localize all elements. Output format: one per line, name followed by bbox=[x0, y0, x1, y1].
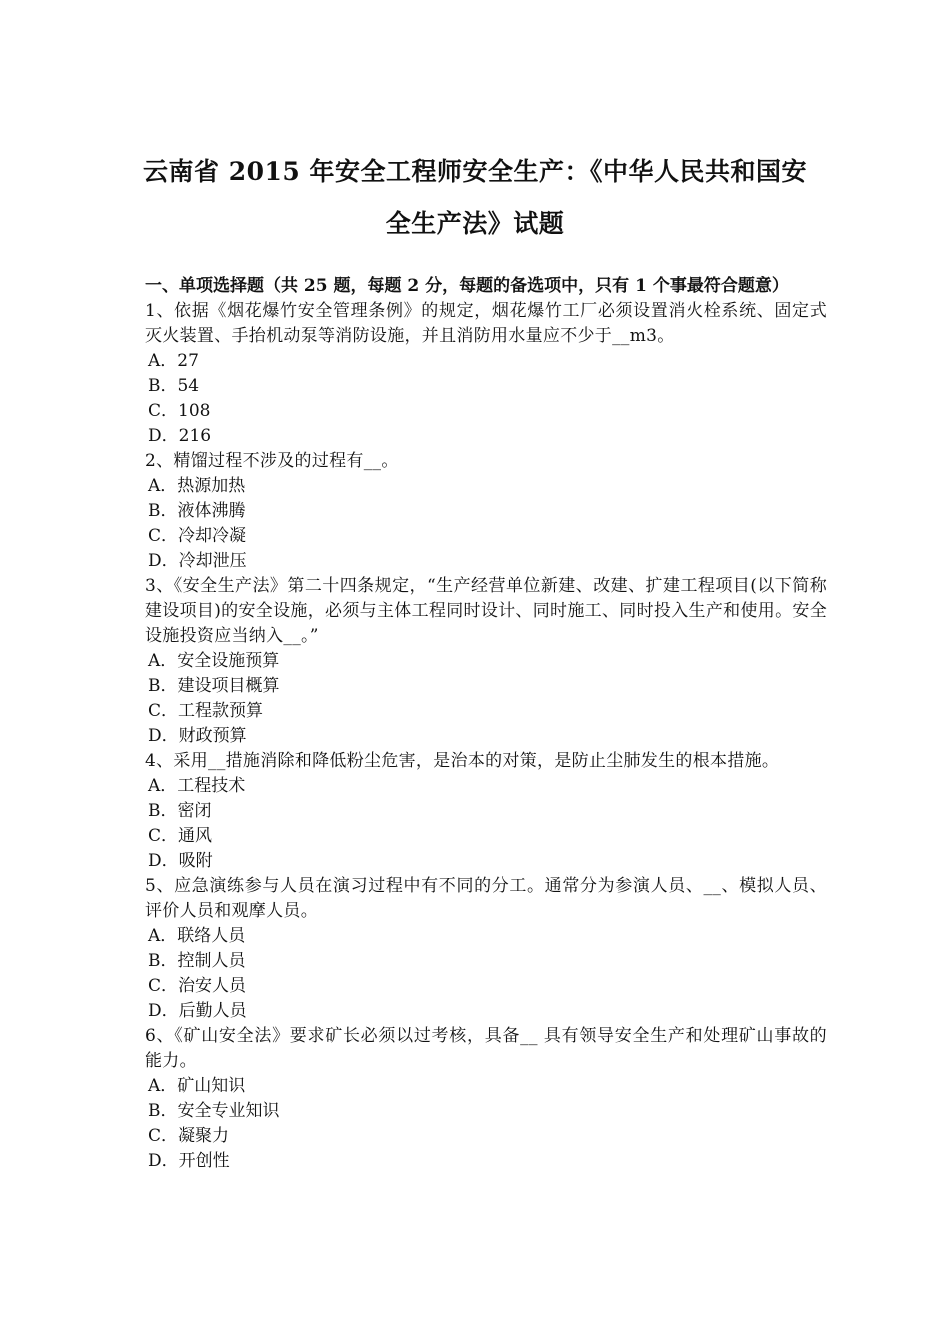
option-c: C．凝聚力 bbox=[148, 1126, 230, 1146]
question-stem: 5、应急演练参与人员在演习过程中有不同的分工。通常分为参演人员、__、模拟人员、评价人员和观摩人员。 bbox=[145, 876, 827, 921]
option-b: B．控制人员 bbox=[148, 951, 246, 971]
question-5 bbox=[145, 874, 827, 1024]
option-b: B．建设项目概算 bbox=[148, 676, 280, 696]
option-a: A．安全设施预算 bbox=[148, 651, 280, 671]
section-heading: 一、单项选择题（共 25 题，每题 2 分，每题的备选项中，只有 1 个事最符合题意） bbox=[145, 276, 789, 296]
option-b: B．54 bbox=[148, 376, 200, 396]
question-2 bbox=[145, 449, 827, 574]
option-d: D．吸附 bbox=[148, 851, 213, 871]
option-c: C．通风 bbox=[148, 826, 213, 846]
option-a: A．27 bbox=[148, 351, 199, 371]
option-b: B．液体沸腾 bbox=[148, 501, 246, 521]
question-4 bbox=[145, 749, 827, 874]
option-d: D．财政预算 bbox=[148, 726, 247, 746]
option-c: C．冷却冷凝 bbox=[148, 526, 247, 546]
option-d: D．开创性 bbox=[148, 1151, 230, 1171]
question-stem: 3、《安全生产法》第二十四条规定，“生产经营单位新建、改建、扩建工程项目(以下简称建设项目)的安全设施，必须与主体工程同时设计、同时施工、同时投入生产和使用。安全设施投资应当纳入__。” bbox=[145, 576, 827, 646]
option-a: A．热源加热 bbox=[148, 476, 246, 496]
question-3 bbox=[145, 574, 827, 749]
document-body bbox=[145, 274, 827, 1174]
option-b: B．安全专业知识 bbox=[148, 1101, 280, 1121]
option-a: A．联络人员 bbox=[148, 926, 246, 946]
option-a: A．矿山知识 bbox=[148, 1076, 246, 1096]
option-d: D．216 bbox=[148, 426, 212, 446]
question-stem: 1、依据《烟花爆竹安全管理条例》的规定，烟花爆竹工厂必须设置消火栓系统、固定式灭火装置、手抬机动泵等消防设施，并且消防用水量应不少于__m3。 bbox=[145, 301, 827, 346]
option-a: A．工程技术 bbox=[148, 776, 246, 796]
option-c: C．108 bbox=[148, 401, 211, 421]
question-stem: 6、《矿山安全法》要求矿长必须以过考核，具备__ 具有领导安全生产和处理矿山事故的能力。 bbox=[145, 1026, 827, 1071]
question-1 bbox=[145, 299, 827, 449]
document-title-line-2: 全生产法》试题 bbox=[385, 209, 565, 238]
question-stem: 4、采用__措施消除和降低粉尘危害，是治本的对策，是防止尘肺发生的根本措施。 bbox=[145, 751, 780, 771]
question-6 bbox=[145, 1024, 827, 1174]
document-title-line-1: 云南省 2015 年安全工程师安全生产：《中华人民共和国安 bbox=[143, 157, 807, 186]
question-stem: 2、精馏过程不涉及的过程有__。 bbox=[145, 451, 399, 471]
option-c: C．治安人员 bbox=[148, 976, 247, 996]
option-c: C．工程款预算 bbox=[148, 701, 264, 721]
option-b: B．密闭 bbox=[148, 801, 212, 821]
option-d: D．冷却泄压 bbox=[148, 551, 247, 571]
option-d: D．后勤人员 bbox=[148, 1001, 247, 1021]
